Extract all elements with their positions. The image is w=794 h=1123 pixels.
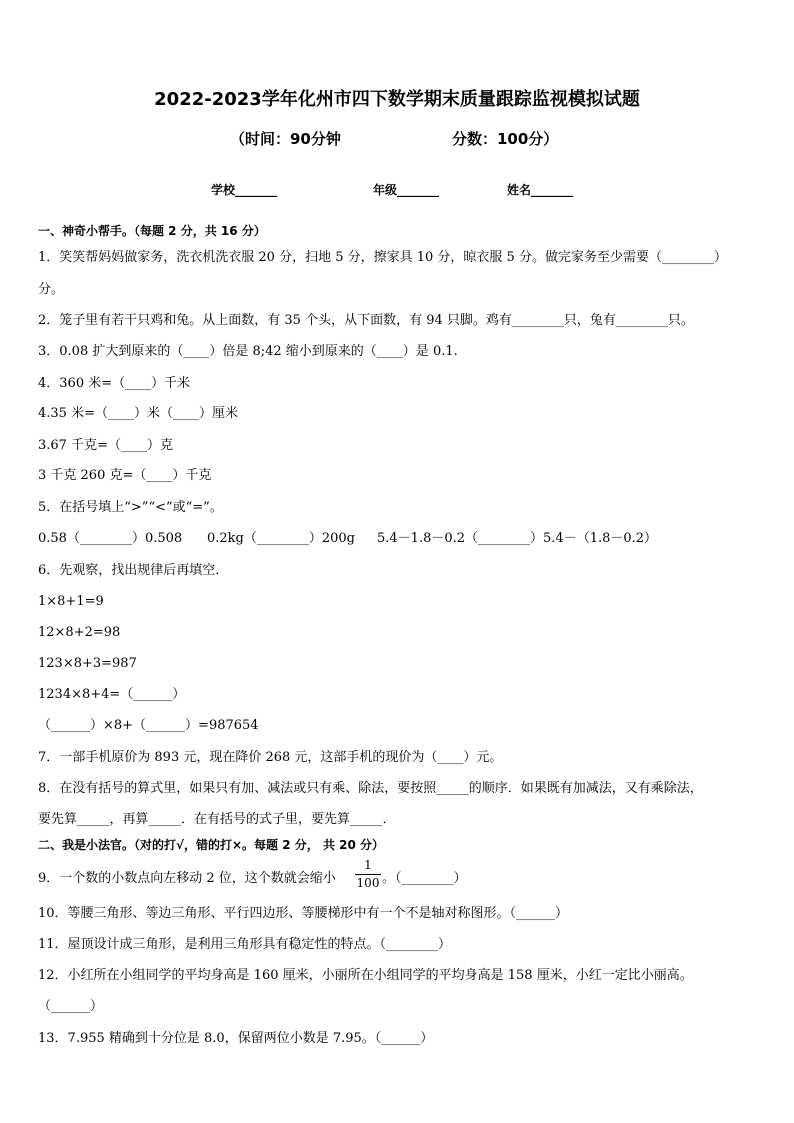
question-6: 6．先观察，找出规律后再填空． [38, 563, 229, 578]
question-4-line-2: 4.35 米=（____）米（____）厘米 [38, 406, 238, 421]
name-field: 姓名_______ [507, 183, 574, 197]
question-5: 5．在括号填上“>”“<”或“=”。 [38, 500, 223, 515]
fraction-denominator: 100 [356, 876, 380, 890]
question-13: 13．7.955 精确到十分位是 8.0，保留两位小数是 7.95。（______） [38, 1031, 434, 1046]
section-heading-2: 二、我是小法官。（对的打√，错的打×。每题 2 分， 共 20 分） [38, 838, 384, 852]
question-4-line-3: 3.67 千克=（____）克 [38, 438, 173, 453]
question-5-item-b: 0.2kg（________）200g [207, 531, 356, 546]
question-4-line-1: 4．360 米=（____）千米 [38, 376, 191, 391]
exam-score: 分数：100分） [452, 130, 559, 148]
section-heading-1: 一、神奇小帮手。（每题 2 分，共 16 分） [38, 224, 266, 238]
fraction-bar [355, 874, 381, 875]
question-5-item-c: 5.4－1.8－0.2（________）5.4－（1.8－0.2） [377, 531, 658, 546]
page-title: 2022-2023学年化州市四下数学期末质量跟踪监视模拟试题 [154, 89, 640, 110]
question-11: 11．屋顶设计成三角形，是利用三角形具有稳定性的特点。（________） [38, 937, 452, 952]
question-1-cont: 分。 [38, 282, 65, 297]
question-6-line-1: 1×8+1=9 [38, 594, 104, 609]
fraction-numerator: 1 [364, 858, 372, 872]
fraction-one-hundredth [355, 858, 381, 890]
school-field: 学校_______ [211, 183, 278, 197]
question-2: 2．笼子里有若干只鸡和兔。从上面数，有 35 个头，从下面数，有 94 只脚。鸡有________只，兔有________只。 [38, 313, 694, 328]
question-5-item-a: 0.58（________）0.508 [38, 531, 183, 546]
question-12-answer: （______） [38, 999, 104, 1014]
question-6-line-4: 1234×8+4=（______） [38, 687, 186, 702]
question-10: 10．等腰三角形、等边三角形、平行四边形、等腰梯形中有一个不是轴对称图形。（______） [38, 906, 569, 921]
exam-time: （时间：90分钟 [230, 130, 341, 148]
question-12: 12．小红所在小组同学的平均身高是 160 厘米，小丽所在小组同学的平均身高是 158 厘米，小红一定比小丽高。 [38, 968, 693, 983]
question-7: 7．一部手机原价为 893 元，现在降价 268 元，这部手机的现价为（____）元。 [38, 750, 503, 765]
grade-field: 年级_______ [373, 183, 440, 197]
question-1: 1．笑笑帮妈妈做家务，洗衣机洗衣服 20 分，扫地 5 分，擦家具 10 分，晾衣服 5 分。做完家务至少需要（________） [38, 250, 727, 265]
question-6-line-3: 123×8+3=987 [38, 656, 137, 671]
question-4-line-4: 3 千克 260 克=（____）千克 [38, 468, 212, 483]
question-6-line-5: （______）×8+（______）=987654 [38, 718, 259, 733]
question-3: 3．0.08 扩大到原来的（____）倍是 8;42 缩小到原来的（____）是 0.1. [38, 344, 458, 359]
question-8-cont: 要先算_____，再算_____．在有括号的式子里，要先算_____． [38, 812, 396, 827]
question-9: 9．一个数的小数点向左移动 2 位，这个数就会缩小 [38, 871, 336, 886]
question-6-line-2: 12×8+2=98 [38, 625, 121, 640]
question-9-answer: 。（________） [382, 871, 467, 886]
question-8: 8．在没有括号的算式里，如果只有加、减法或只有乘、除法，要按照_____的顺序．如果既有加减法，又有乘除法， [38, 781, 703, 796]
